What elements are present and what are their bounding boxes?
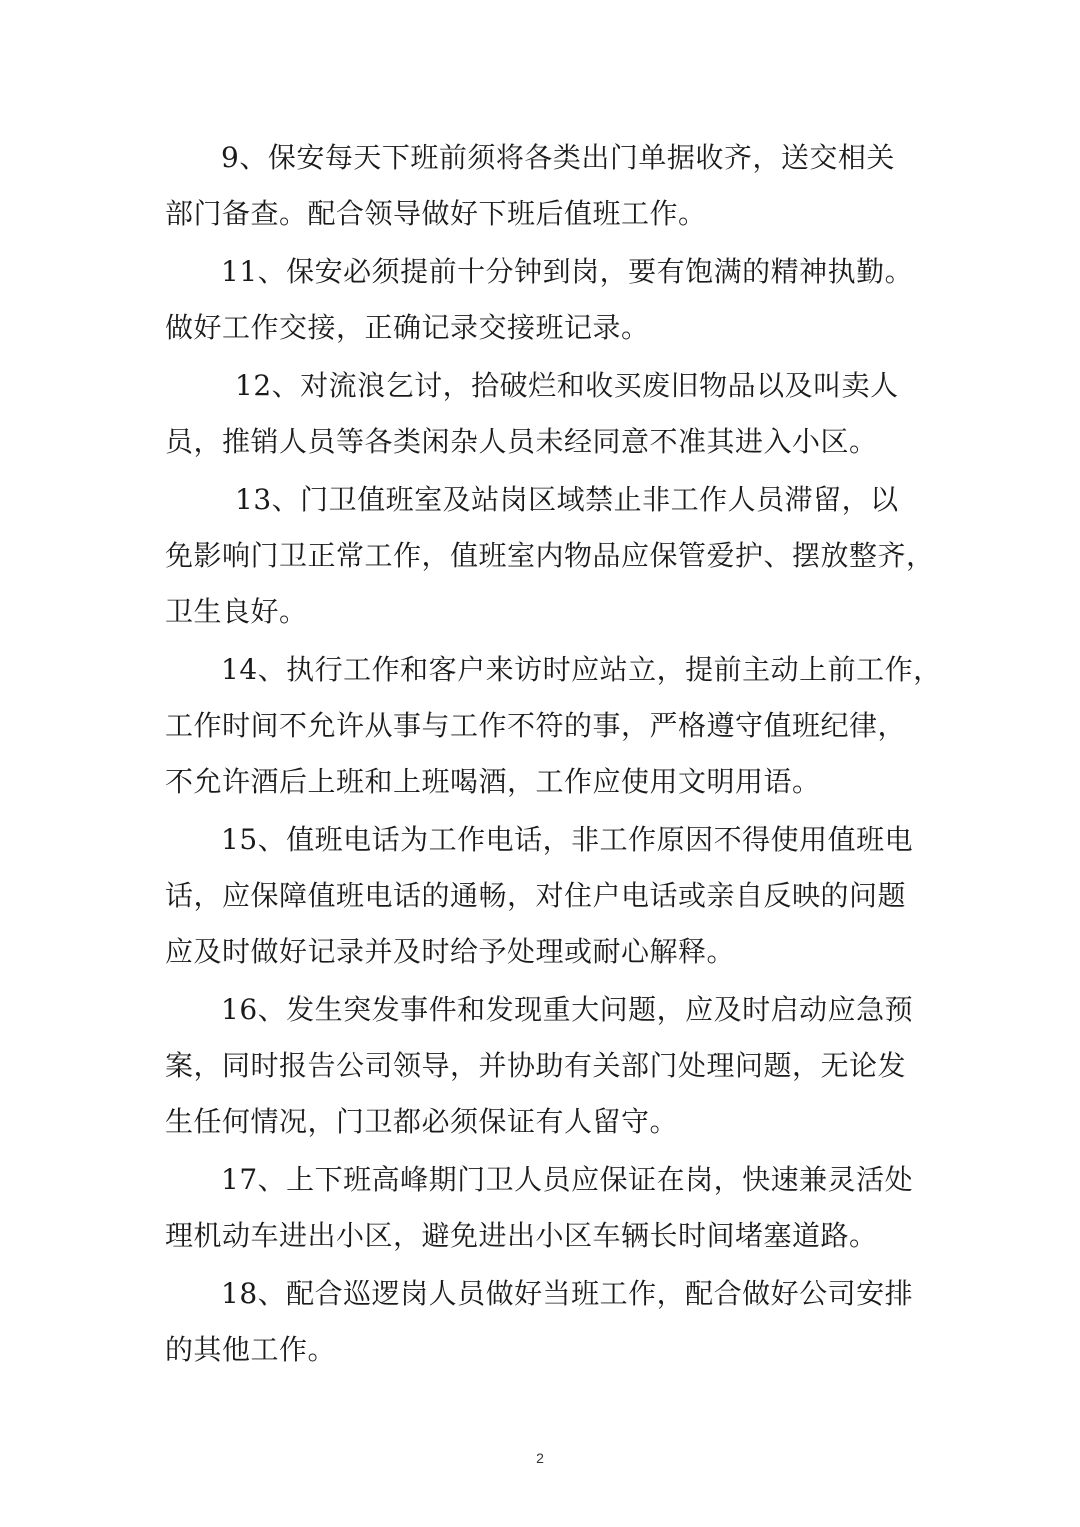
paragraph-line: 16、发生突发事件和发现重大问题，应及时启动应急预 <box>221 993 914 1026</box>
paragraph-9 <box>165 130 917 242</box>
paragraph-line: 生任何情况，门卫都必须保证有人留守。 <box>165 1105 679 1138</box>
paragraph-line: 18、配合巡逻岗人员做好当班工作，配合做好公司安排 <box>221 1277 914 1310</box>
paragraph-17 <box>165 1152 917 1264</box>
paragraph-line: 14、执行工作和客户来访时应站立，提前主动上前工作， <box>221 653 942 686</box>
paragraph-18 <box>165 1266 917 1378</box>
paragraph-15 <box>165 812 917 980</box>
paragraph-line: 15、值班电话为工作电话，非工作原因不得使用值班电 <box>221 823 914 856</box>
paragraph-line: 不允许酒后上班和上班喝酒，工作应使用文明用语。 <box>165 765 821 798</box>
paragraph-line: 17、上下班高峰期门卫人员应保证在岗，快速兼灵活处 <box>221 1163 914 1196</box>
paragraph-line: 应及时做好记录并及时给予处理或耐心解释。 <box>165 935 736 968</box>
paragraph-line: 案，同时报告公司领导，并协助有关部门处理问题，无论发 <box>165 1049 907 1082</box>
paragraph-line: 做好工作交接，正确记录交接班记录。 <box>165 311 650 344</box>
paragraph-line: 理机动车进出小区，避免进出小区车辆长时间堵塞道路。 <box>165 1219 878 1252</box>
paragraph-line: 话，应保障值班电话的通畅，对住户电话或亲自反映的问题 <box>165 879 907 912</box>
paragraph-line: 11、保安必须提前十分钟到岗，要有饱满的精神执勤。 <box>221 255 914 288</box>
paragraph-line: 13、门卫值班室及站岗区域禁止非工作人员滞留，以 <box>235 483 899 516</box>
paragraph-line: 免影响门卫正常工作，值班室内物品应保管爱护、摆放整齐， <box>165 539 935 572</box>
paragraph-line: 12、对流浪乞讨，拾破烂和收买废旧物品以及叫卖人 <box>235 369 899 402</box>
paragraph-line: 9、保安每天下班前须将各类出门单据收齐，送交相关 <box>221 141 895 174</box>
paragraph-14 <box>165 642 942 810</box>
document-body <box>165 130 942 1380</box>
paragraph-line: 员，推销人员等各类闲杂人员未经同意不准其进入小区。 <box>165 425 878 458</box>
page-number: 2 <box>536 1450 544 1466</box>
paragraph-line: 的其他工作。 <box>165 1333 337 1366</box>
paragraph-line: 部门备查。配合领导做好下班后值班工作。 <box>165 197 707 230</box>
paragraph-line: 卫生良好。 <box>165 595 308 628</box>
paragraph-13 <box>165 472 935 640</box>
paragraph-12 <box>165 358 917 470</box>
paragraph-11 <box>165 244 917 356</box>
paragraph-16 <box>165 982 917 1150</box>
paragraph-line: 工作时间不允许从事与工作不符的事，严格遵守值班纪律， <box>165 709 907 742</box>
